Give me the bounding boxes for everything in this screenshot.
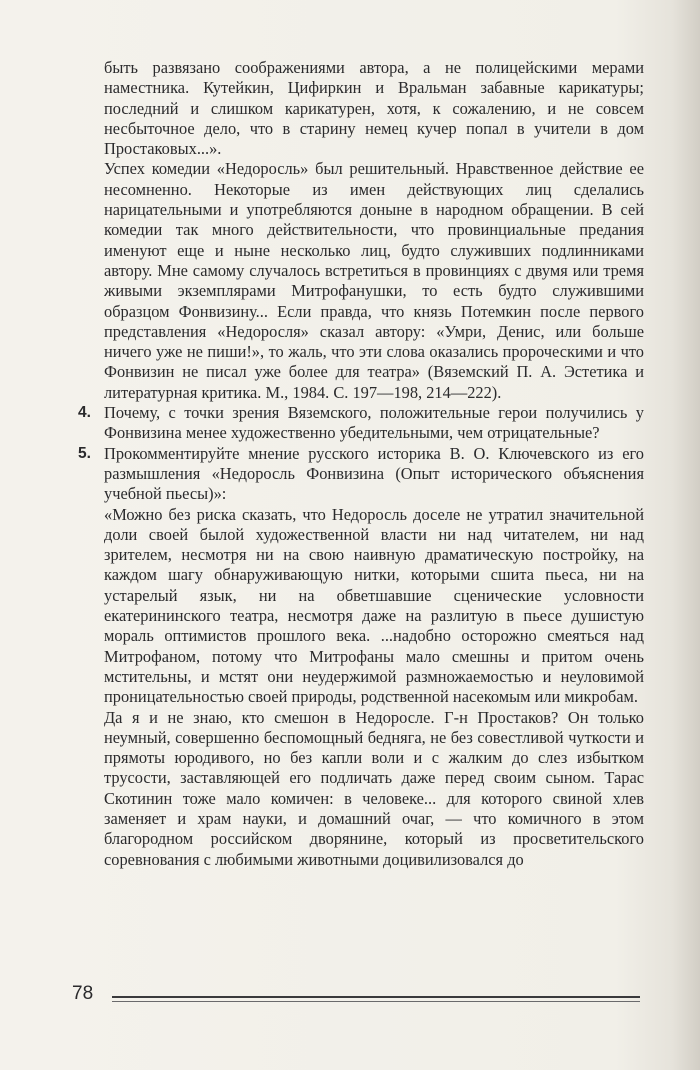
question-number: 4. (78, 404, 91, 422)
question-4 (78, 403, 644, 444)
footer-rule-thin (112, 1001, 640, 1002)
page-number: 78 (72, 983, 94, 1004)
kluchevsky-quote-part-1: «Можно без риска сказать, что Недоросль доселе не утратил значительной доли своей былой художественной власти ни над читателем, ни над зрителем, несмотря ни на свою наивную драматическую постройку, на каждом шагу обнаруживающую нитки, которыми сшита пьеса, ни на устарелый язык, ни на обветшавшие сценические условности екатерининского театра, несмотря даже на разлитую в пьесе душистую мораль оптимистов прошлого века. ...надобно осторожно смеяться над Митрофаном, потому что Митрофаны мало смешны и притом очень мстительны, и мстят они неудержимой размножаемостью и неуловимой проницательностью своей природы, родственной насекомым или микробам. (104, 504, 644, 707)
kluchevsky-quote-part-2: Да я и не знаю, кто смешон в Недоросле. Г-н Простаков? Он только неумный, совершенно беспомощный бедняга, не без совестливой чуткости и прямоты юродивого, но без капли воли и с жалким до слез избытком трусости, заставляющей его подличать даже перед своим сыном. Тарас Скотинин тоже мало комичен: в человеке... для которого свиной хлев заменяет и храм науки, и домашний очаг, — что комичного в этом благородном российском дворянине, который из просветительского соревнования с любимыми животными доцивилизовался до (104, 707, 644, 869)
question-text: Почему, с точки зрения Вяземского, положительные герои получились у Фонвизина менее художественно убедительными, чем отрицательные? (104, 403, 644, 443)
footer-rule (112, 996, 640, 998)
page-text (78, 58, 644, 870)
question-5 (78, 443, 644, 505)
question-number: 5. (78, 444, 91, 462)
paragraph-quote-end: быть развязано соображениями автора, а не полицейскими мерами наместника. Кутейкин, Цифиркин и Вральман забавные карикатуры; последний и слишком карикатурен, хотя, к сожалению, и не совсем несбыточное дело, что в старину немец кучер попал в учители в дом Простаковых...». (104, 58, 644, 159)
paragraph-success: Успех комедии «Недоросль» был решительный. Нравственное действие ее несомненно. Некоторые из имен действующих лиц сделались нарицательными и употребляются доныне в народном обращении. В сей комедии так много действительности, что провинциальные предания именуют еще и ныне несколько лиц, будто служивших подлинниками автору. Мне самому случалось встретиться в провинциях с двумя или тремя живыми экземплярами Митрофанушки, то есть будто служившими образцом Фонвизину... Если правда, что князь Потемкин после первого представления «Недоросля» сказал автору: «Умри, Денис, или больше ничего уже не пиши!», то жаль, что эти слова оказались пророческими и что Фонвизин не писал уже более для театра» (Вяземский П. А. Эстетика и литературная критика. М., 1984. С. 197—198, 214—222). (104, 159, 644, 402)
question-text: Прокомментируйте мнение русского историка В. О. Ключевского из его размышления «Недоросль Фонвизина (Опыт исторического объяснения учебной пьесы)»: (104, 443, 644, 504)
